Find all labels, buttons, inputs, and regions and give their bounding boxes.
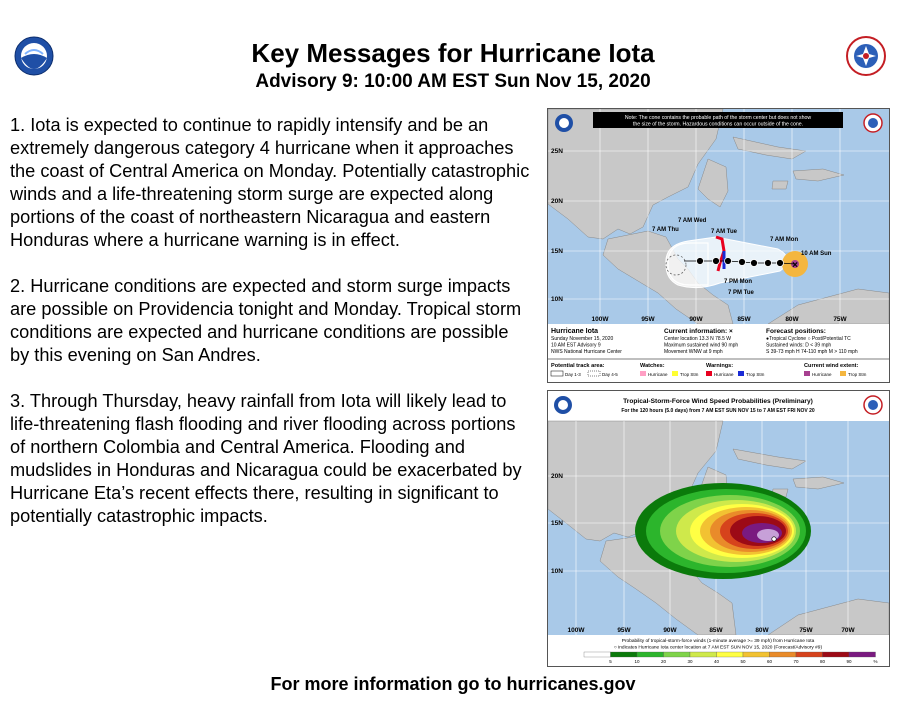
legend-watch-trop-swatch — [672, 371, 678, 376]
info-current-title: Current information: × — [664, 328, 733, 335]
legend-warn-hurricane-swatch — [706, 371, 712, 376]
legend-watch-trop: Trop Stm — [680, 372, 699, 377]
scale-swatch — [584, 652, 611, 657]
cone-lon-label: 90W — [689, 316, 703, 323]
legend-warnings-title: Warnings: — [706, 363, 734, 369]
scale-label: 30 — [687, 659, 693, 664]
wind-lon-label: 80W — [755, 627, 769, 634]
legend-day45-swatch — [588, 371, 600, 376]
cone-lat-label: 10N — [551, 296, 563, 303]
wind-lon-label: 90W — [663, 627, 677, 634]
wind-caption1: Probability of tropical-storm-force winds (1-minute average >= 39 mph) from Hurricane Iota — [621, 639, 815, 644]
legend-day13-swatch — [551, 371, 563, 376]
scale-label: 20 — [660, 659, 667, 664]
cone-note-line2: the size of the storm. Hazardous conditions can occur outside of the cone. — [632, 121, 804, 128]
legend-watch-hurricane-swatch — [640, 371, 646, 376]
footer-link-text[interactable]: For more information go to hurricanes.gov — [270, 674, 636, 694]
info-storm-name: Hurricane Iota — [551, 328, 599, 335]
scale-label: 50 — [740, 659, 746, 664]
scale-label: 80 — [819, 659, 826, 664]
scale-label: 90 — [846, 659, 852, 664]
scale-swatch — [637, 652, 664, 657]
wind-subtitle: For the 120 hours (5.0 days) from 7 AM EST SUN NOV 15 to 7 AM EST FRI NOV 20 — [621, 408, 815, 414]
scale-label: 60 — [766, 659, 773, 664]
scale-label: % — [873, 659, 878, 664]
cone-lon-label: 100W — [591, 316, 609, 323]
wind-caption2: ○ indicates Hurricane Iota center location at 7 AM EST SUN NOV 15, 2020 (Forecast/Advisory #9) — [613, 645, 823, 651]
forecast-label: 7 PM Mon — [724, 279, 752, 285]
forecast-label: 7 AM Wed — [678, 218, 707, 224]
wind-probability-contours — [635, 483, 811, 579]
scale-swatch — [743, 652, 770, 657]
info-movement: Movement WNW at 9 mph — [664, 349, 723, 355]
scale-label: 5 — [609, 659, 612, 664]
legend-wind-title: Current wind extent: — [804, 363, 859, 369]
wind-lon-label: 75W — [799, 627, 813, 634]
wind-lon-label: 85W — [709, 627, 723, 634]
wind-lon-label: 95W — [617, 627, 631, 634]
forecast-label: 7 AM Mon — [770, 237, 799, 243]
legend-day45: Day 4-5 — [602, 372, 618, 377]
forecast-label: 7 PM Tue — [728, 290, 754, 296]
cone-lat-label: 20N — [551, 198, 563, 205]
info-center: NWS National Hurricane Center — [551, 349, 622, 355]
cone-lon-label: 85W — [737, 316, 751, 323]
legend-wind-trop-swatch — [840, 371, 846, 376]
info-forecast-legend3: S 39-73 mph H 74-110 mph M > 110 mph — [766, 349, 858, 355]
legend-track-title: Potential track area: — [551, 363, 605, 369]
info-advisory: 10 AM EST Advisory 9 — [551, 342, 601, 349]
cone-lat-label: 15N — [551, 248, 563, 255]
wind-lat-label: 15N — [551, 520, 563, 527]
key-message-2: 2. Hurricane conditions are expected and storm surge impacts are possible on Providencia tonight and Monday. Tropical storm conditions are expected and hurricane conditions are possible by this evening on San Andres. — [10, 276, 522, 365]
scale-swatch — [849, 652, 876, 657]
forecast-label: 10 AM Sun — [801, 251, 832, 257]
info-max-winds: Maximum sustained wind 90 mph — [664, 342, 739, 349]
wind-lat-label: 10N — [551, 568, 563, 575]
cone-lon-label: 80W — [785, 316, 799, 323]
info-current-location: Center location 13.3 N 78.5 W — [664, 336, 731, 342]
info-date: Sunday November 15, 2020 — [551, 336, 614, 342]
legend-wind-hurricane-swatch — [804, 371, 810, 376]
key-messages — [10, 114, 530, 551]
scale-swatch — [664, 652, 691, 657]
legend-warn-trop-swatch — [738, 371, 744, 376]
scale-swatch — [770, 652, 797, 657]
forecast-cone-graphic — [547, 108, 890, 383]
wind-lon-label: 70W — [841, 627, 855, 634]
info-forecast-legend2: Sustained winds: D < 39 mph — [766, 342, 832, 349]
key-message-1: 1. Iota is expected to continue to rapidly intensify and be an extremely dangerous category 4 hurricane when it approaches the coast of Central America on Monday. Potentially catastrophic winds and a life-threatening storm surge are expected along portions of the coast of northeastern Nicaragua and eastern Honduras where a hurricane warning is in effect. — [10, 115, 530, 250]
scale-swatch — [611, 652, 638, 657]
scale-label: 10 — [634, 659, 640, 664]
cone-lon-label: 75W — [833, 316, 847, 323]
legend-wind-hurricane: Hurricane — [812, 372, 832, 377]
legend-watch-hurricane: Hurricane — [648, 372, 668, 377]
wind-title: Tropical-Storm-Force Wind Speed Probabilities (Preliminary) — [623, 398, 813, 405]
legend-day13: Day 1-3 — [565, 372, 581, 377]
forecast-label: 7 AM Thu — [652, 227, 679, 233]
legend-warn-hurricane: Hurricane — [714, 372, 734, 377]
legend-warn-trop: Trop Stm — [746, 372, 765, 377]
scale-label: 70 — [793, 659, 799, 664]
scale-swatch — [823, 652, 850, 657]
key-message-3: 3. Through Thursday, heavy rainfall from Iota will likely lead to life-threatening flash flooding and river flooding across portions of northern Colombia and Central America. Flooding and mudslides in Honduras and Nicaragua could be exacerbated by Hurricane Eta’s recent effects there, resulting in significant to potentially catastrophic impacts. — [10, 391, 522, 526]
info-forecast-legend1: ●Tropical Cyclone ○ Post/Potential TC — [766, 336, 851, 342]
iota-center-marker — [772, 537, 776, 541]
legend-wind-trop: Trop Stm — [848, 372, 867, 377]
info-forecast-title: Forecast positions: — [766, 328, 826, 335]
scale-swatch — [717, 652, 744, 657]
forecast-label: 7 AM Tue — [711, 229, 738, 235]
scale-swatch — [796, 652, 823, 657]
wind-lon-label: 100W — [567, 627, 585, 634]
scale-label: 40 — [713, 659, 720, 664]
cone-lat-label: 25N — [551, 148, 563, 155]
current-position-marker: × — [792, 260, 798, 271]
page-title: Key Messages for Hurricane Iota — [251, 38, 655, 68]
cone-note-line1: Note: The cone contains the probable path of the storm center but does not show — [624, 115, 812, 121]
scale-swatch — [690, 652, 717, 657]
legend-watches-title: Watches: — [640, 363, 665, 369]
cone-lon-label: 95W — [641, 316, 655, 323]
advisory-subtitle: Advisory 9: 10:00 AM EST Sun Nov 15, 2020 — [255, 71, 651, 92]
wind-probability-graphic — [547, 390, 890, 667]
wind-lat-label: 20N — [551, 473, 563, 480]
